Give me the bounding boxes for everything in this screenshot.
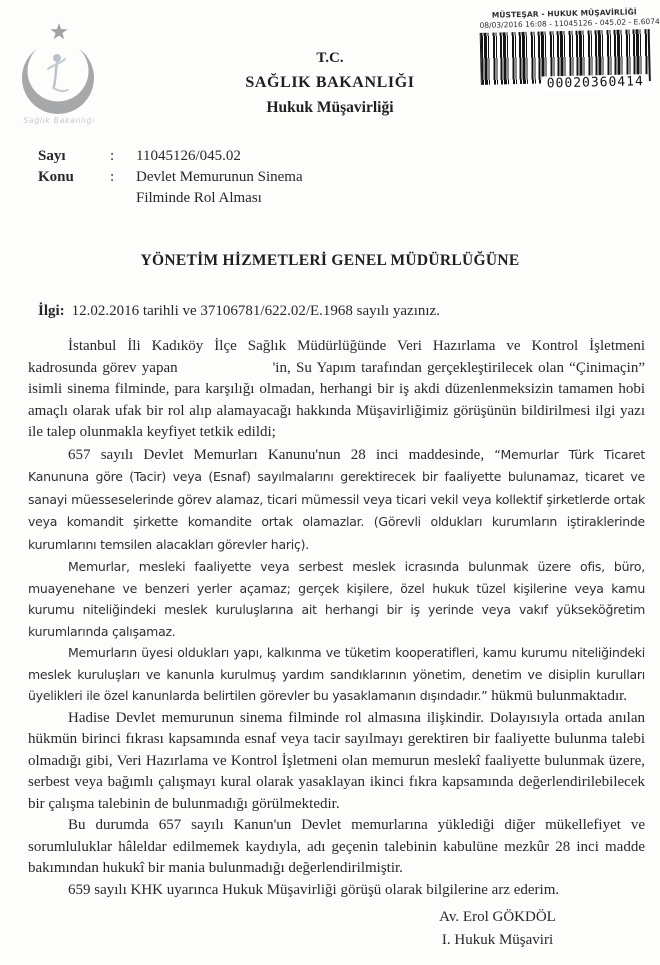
sayi-colon: : — [110, 148, 115, 164]
barcode — [480, 29, 651, 92]
konu-label: Konu — [38, 169, 74, 185]
p2-quote: “Memurlar Türk Ticaret Kanununa göre (Tacir) veya (Esnaf) sayılmalarını gerektirecek bir faaliyette bulunamaz, ticaret ve sanayi müesseselerinde görev alamaz, ticari mümessil veya ticari vekil veya kollektif şirketlerde ortak veya komandit şirkette komandite ortak olamazlar. (Görevli oldukları kurumların iştiraklerinde kurumlarını temsilen alacakları görevler hariç). — [28, 446, 645, 552]
letterhead-ministry: SAĞLIK BAKANLIĞI — [245, 74, 415, 91]
logo-caption: Sağlık Bakanlığı — [23, 116, 95, 125]
document-meta — [38, 146, 303, 209]
signature-block — [400, 906, 595, 952]
paragraph-7: 659 sayılı KHK uyarınca Hukuk Müşavirliği görüşü olarak bilgilerine arz ederim. — [68, 881, 560, 898]
signer-name: Av. Erol GÖKDÖL — [439, 909, 556, 925]
p2-intro: 657 sayılı Devlet Memurları Kanunu'nun 28 inci maddesinde, — [68, 446, 495, 463]
sayi-label: Sayı — [38, 148, 66, 164]
p4-quote: Memurların üyesi oldukları yapı, kalkınma ve tüketim kooperatifleri, kamu kurumu niteliğindeki meslek kuruluşları ve kanunla kurulmuş yardım sandıklarının yönetim, denetim ve disiplin kurulları üyelikleri ile özel kanunlarda belirtilen görevler bu yasaklamanın dışındadır.” — [28, 645, 645, 703]
reference-line — [38, 303, 440, 320]
sayi-value: 11045126/045.02 — [136, 148, 241, 164]
paragraph-6: Bu durumda 657 sayılı Kanun'un Devlet memurlarına yüklediği diğer mükellefiyet ve sorumluluklar hâleldar edilmemek kaydıyla, adı geçenin talebinin kabulüne mezkûr 28 inci madde bakımından hukukî bir mania bulunmadığı değerlendirilmiştir. — [28, 817, 645, 876]
p1-after-name: 'in, Su Yapım tarafından gerçekleştirilecek olan “Çinimaçin” isimli sinema filminde, para karşılığı olmadan, herhangi bir iş akdi düzenlenmeksizin tamamen hobi amaçlı olarak ufak bir rol alıp alamayacağı hakkında Müşavirliğimiz görüşünün bildirilmesi ilgi yazı ile talep olunmakla keyfiyet tetkik edildi; — [28, 359, 645, 440]
konu-value-line2: Filminde Rol Alması — [136, 190, 262, 206]
p1-before-name: İstanbul İli Kadıköy İlçe Sağlık Müdürlüğünde Veri Hazırlama ve Kontrol İşletmeni kadrosunda görev yapan — [28, 338, 645, 376]
stamp-office-line: MÜSTEŞAR - HUKUK MÜŞAVİRLİĞİ — [491, 7, 637, 20]
meta-row-konu-cont — [38, 188, 303, 209]
barcode-number: 00020360414 — [542, 74, 649, 91]
reference-label: İlgi: — [38, 303, 65, 319]
spacer-colon — [110, 188, 136, 209]
meta-row-konu — [38, 167, 303, 188]
stamp-reference-line: 08/03/2016 16:08 - 11045126 - 045.02 - E.6074 — [479, 16, 660, 30]
paragraph-4 — [28, 642, 645, 708]
konu-colon: : — [110, 169, 115, 185]
letterhead-tc: T.C. — [316, 50, 344, 66]
paragraph-2 — [28, 444, 645, 557]
letter-body — [28, 336, 645, 901]
signer-title: I. Hukuk Müşaviri — [441, 932, 554, 948]
recipient-title: YÖNETİM HİZMETLERİ GENEL MÜDÜRLÜĞÜNE — [140, 252, 520, 269]
spacer-label — [38, 188, 110, 209]
p4-tail: hükmü bulunmaktadır. — [491, 688, 628, 704]
letterhead-department: Hukuk Müşavirliği — [266, 99, 394, 116]
paragraph-3: Memurlar, mesleki faaliyette veya serbest meslek icrasında bulunmak üzere ofis, büro, muayenehane ve benzeri yerler açamaz; gerçek kişilere, özel hukuk tüzel kişilerine veya kamu kurumu niteliğindeki meslek kuruluşlarına ait herhangi bir iş yerinde veya vakıf yükseköğretim kurumlarında çalışamaz. — [28, 559, 645, 639]
registration-stamp — [479, 7, 660, 92]
paragraph-5: Hadise Devlet memurunun sinema filminde rol almasına ilişkindir. Dolayısıyla ortada anılan hükmün birinci fıkrası kapsamında esnaf veya tacir sayılmayı gerektiren bir faaliyette bulunma talebi olmadığı gibi, Veri Hazırlama ve Kontrol İşletmeni olan memurun meslekî faaliyette bulunmak üzere, serbest veya bağımlı çalışmayı kural olarak yasaklayan ikinci fıkra kapsamında değerlendirilebilecek bir çalışma talebinin de bulunmadığı görülmektedir. — [28, 709, 645, 812]
konu-value-line1: Devlet Memurunun Sinema — [136, 169, 303, 185]
meta-row-sayi — [38, 146, 303, 167]
reference-text: 12.02.2016 tarihli ve 37106781/622.02/E.1968 sayılı yazınız. — [71, 303, 440, 319]
paragraph-1 — [28, 336, 645, 444]
